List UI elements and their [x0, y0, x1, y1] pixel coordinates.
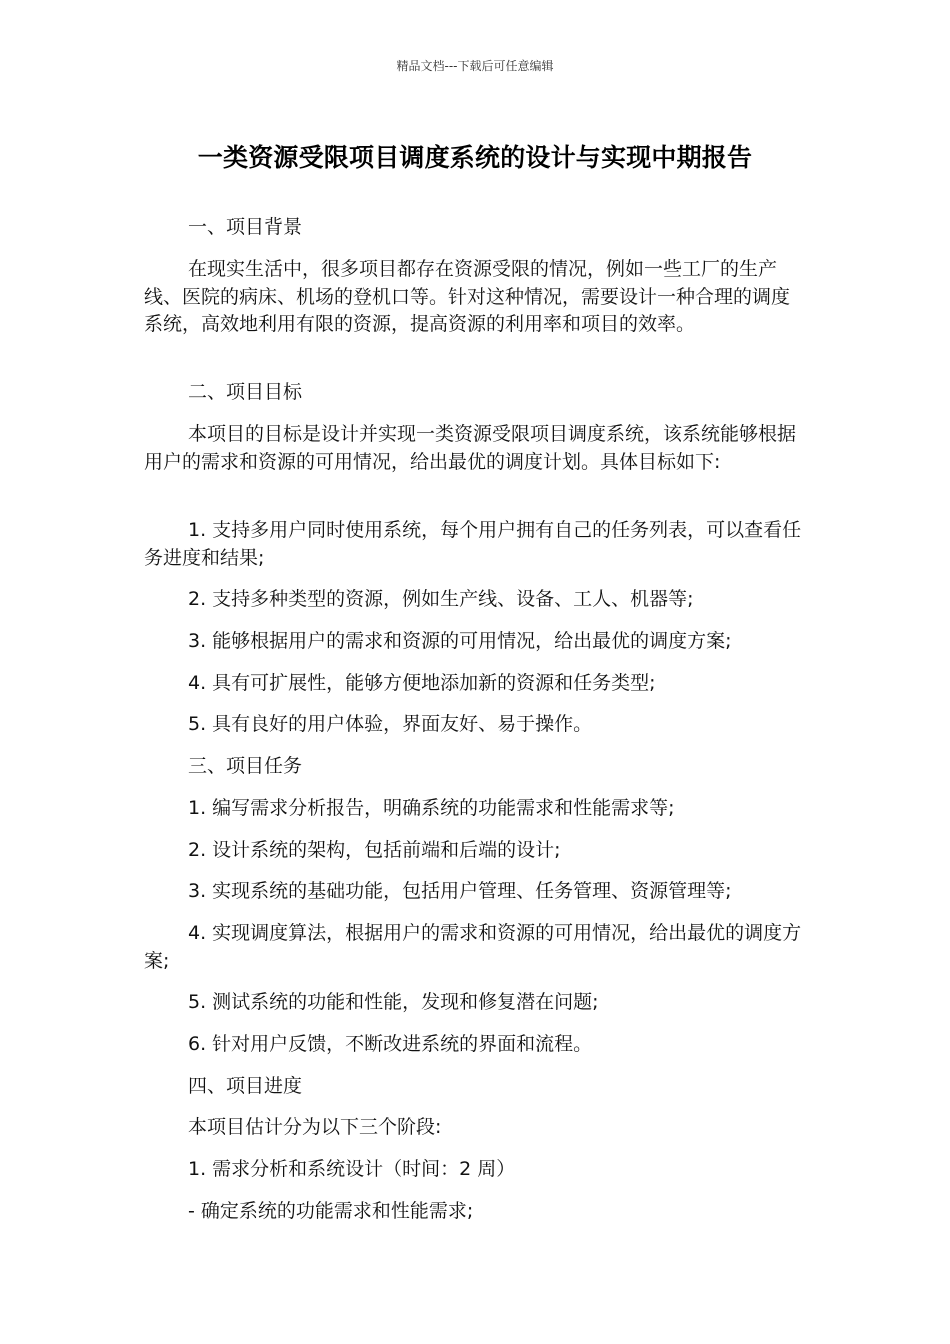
section-heading-goals: 二、项目目标 — [188, 381, 303, 403]
task-item-4: 4. 实现调度算法，根据用户的需求和资源的可用情况，给出最优的调度方案; — [144, 922, 802, 972]
task-item-1: 1. 编写需求分析报告，明确系统的功能需求和性能需求等; — [188, 797, 675, 819]
paragraph-goals-intro: 本项目的目标是设计并实现一类资源受限项目调度系统，该系统能够根据用户的需求和资源的可用情况，给出最优的调度计划。具体目标如下: — [144, 423, 797, 473]
section-heading-tasks: 三、项目任务 — [188, 755, 303, 777]
goal-item-1: 1. 支持多用户同时使用系统，每个用户拥有自己的任务列表，可以查看任务进度和结果; — [144, 519, 802, 569]
task-item-6: 6. 针对用户反馈，不断改进系统的界面和流程。 — [188, 1033, 593, 1055]
goal-item-5: 5. 具有良好的用户体验，界面友好、易于操作。 — [188, 713, 593, 735]
task-item-2: 2. 设计系统的架构，包括前端和后端的设计; — [188, 839, 561, 861]
goal-item-4: 4. 具有可扩展性，能够方便地添加新的资源和任务类型; — [188, 672, 656, 694]
phase-item-1: 1. 需求分析和系统设计（时间：2 周） — [188, 1158, 516, 1180]
page-header: 精品文档---下载后可任意编辑 — [396, 59, 554, 73]
paragraph-background: 在现实生活中，很多项目都存在资源受限的情况，例如一些工厂的生产线、医院的病床、机场的登机口等。针对这种情况，需要设计一种合理的调度系统，高效地利用有限的资源，提高资源的利用率和项目的效率。 — [144, 258, 791, 335]
goal-item-3: 3. 能够根据用户的需求和资源的可用情况，给出最优的调度方案; — [188, 630, 732, 652]
task-item-3: 3. 实现系统的基础功能，包括用户管理、任务管理、资源管理等; — [188, 880, 732, 902]
section-heading-background: 一、项目背景 — [188, 216, 303, 238]
document-title: 一类资源受限项目调度系统的设计与实现中期报告 — [197, 143, 753, 172]
section-heading-progress: 四、项目进度 — [188, 1075, 303, 1097]
paragraph-progress-intro: 本项目估计分为以下三个阶段: — [188, 1116, 442, 1138]
phase-subitem-1: - 确定系统的功能需求和性能需求; — [188, 1200, 474, 1222]
goal-item-2: 2. 支持多种类型的资源，例如生产线、设备、工人、机器等; — [188, 588, 694, 610]
task-item-5: 5. 测试系统的功能和性能，发现和修复潜在问题; — [188, 991, 599, 1013]
